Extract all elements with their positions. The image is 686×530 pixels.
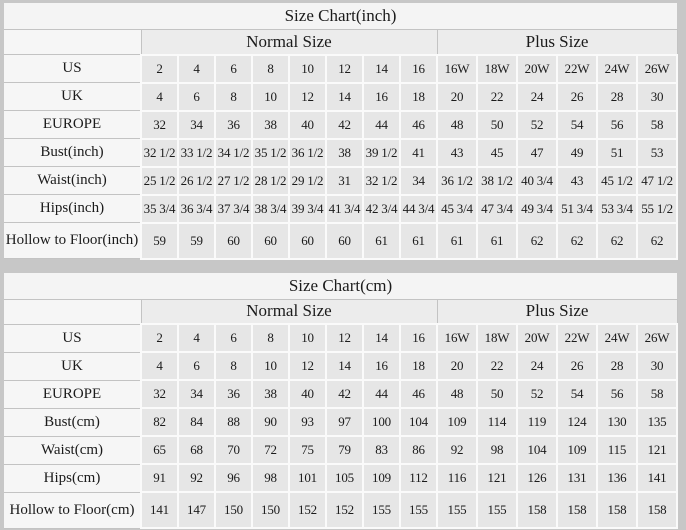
size-cell: 16 <box>400 324 437 352</box>
size-cell: 22W <box>557 55 597 83</box>
size-cell: 8 <box>215 83 252 111</box>
size-cell: 158 <box>557 492 597 528</box>
row-label: Waist(cm) <box>4 436 141 464</box>
size-cell: 43 <box>437 139 477 167</box>
size-cell: 16W <box>437 324 477 352</box>
size-cell: 16 <box>363 83 400 111</box>
size-cell: 45 <box>477 139 517 167</box>
size-cell: 90 <box>252 408 289 436</box>
table-row <box>4 83 677 111</box>
size-cell: 50 <box>477 111 517 139</box>
group-header-plus-size: Plus Size <box>437 30 677 55</box>
size-cell: 8 <box>252 55 289 83</box>
size-cell: 92 <box>178 464 215 492</box>
corner-cell <box>4 299 141 324</box>
size-cell: 48 <box>437 111 477 139</box>
size-cell: 8 <box>252 324 289 352</box>
size-cell: 36 1/2 <box>289 139 326 167</box>
size-cell: 91 <box>141 464 178 492</box>
size-cell: 38 1/2 <box>477 167 517 195</box>
size-cell: 96 <box>215 464 252 492</box>
group-header-row <box>4 299 677 324</box>
size-cell: 32 1/2 <box>363 167 400 195</box>
size-cell: 39 3/4 <box>289 195 326 223</box>
row-label: Hips(inch) <box>4 195 141 223</box>
row-label: Bust(cm) <box>4 408 141 436</box>
size-cell: 124 <box>557 408 597 436</box>
size-cell: 10 <box>289 55 326 83</box>
size-cell: 158 <box>597 492 637 528</box>
size-cell: 131 <box>557 464 597 492</box>
size-cell: 56 <box>597 380 637 408</box>
size-cell: 97 <box>326 408 363 436</box>
size-cell: 49 3/4 <box>517 195 557 223</box>
row-label: UK <box>4 83 141 111</box>
size-cell: 22 <box>477 352 517 380</box>
size-cell: 10 <box>252 352 289 380</box>
size-cell: 24 <box>517 352 557 380</box>
size-cell: 27 1/2 <box>215 167 252 195</box>
size-cell: 155 <box>400 492 437 528</box>
size-cell: 62 <box>637 223 677 259</box>
group-header-row <box>4 30 677 55</box>
size-cell: 6 <box>215 55 252 83</box>
table-row <box>4 167 677 195</box>
row-label: Hollow to Floor(cm) <box>4 492 141 528</box>
size-cell: 62 <box>597 223 637 259</box>
size-cell: 52 <box>517 111 557 139</box>
size-cell: 32 <box>141 380 178 408</box>
size-cell: 20 <box>437 83 477 111</box>
size-cell: 36 3/4 <box>178 195 215 223</box>
size-cell: 92 <box>437 436 477 464</box>
size-cell: 31 <box>326 167 363 195</box>
size-cell: 51 3/4 <box>557 195 597 223</box>
size-chart-cm-body <box>4 273 677 529</box>
size-cell: 47 <box>517 139 557 167</box>
size-cell: 24 <box>517 83 557 111</box>
size-cell: 70 <box>215 436 252 464</box>
size-cell: 12 <box>289 83 326 111</box>
size-cell: 46 <box>400 380 437 408</box>
size-chart-cm-table <box>4 273 678 530</box>
size-cell: 49 <box>557 139 597 167</box>
size-cell: 26 <box>557 352 597 380</box>
size-cell: 61 <box>437 223 477 259</box>
table-row <box>4 380 677 408</box>
size-cell: 58 <box>637 380 677 408</box>
size-cell: 65 <box>141 436 178 464</box>
size-cell: 18W <box>477 55 517 83</box>
size-cell: 100 <box>363 408 400 436</box>
size-cell: 158 <box>517 492 557 528</box>
size-cell: 101 <box>289 464 326 492</box>
size-cell: 42 3/4 <box>363 195 400 223</box>
size-cell: 155 <box>477 492 517 528</box>
table-row <box>4 352 677 380</box>
size-cell: 24W <box>597 55 637 83</box>
size-cell: 119 <box>517 408 557 436</box>
size-cell: 56 <box>597 111 637 139</box>
size-cell: 25 1/2 <box>141 167 178 195</box>
row-label: Bust(inch) <box>4 139 141 167</box>
size-cell: 14 <box>326 83 363 111</box>
size-cell: 18 <box>400 352 437 380</box>
size-cell: 50 <box>477 380 517 408</box>
table-row <box>4 436 677 464</box>
size-cell: 32 <box>141 111 178 139</box>
size-cell: 6 <box>178 83 215 111</box>
size-cell: 4 <box>141 352 178 380</box>
size-cell: 34 <box>400 167 437 195</box>
size-cell: 152 <box>326 492 363 528</box>
size-cell: 158 <box>637 492 677 528</box>
size-cell: 58 <box>637 111 677 139</box>
size-cell: 52 <box>517 380 557 408</box>
size-cell: 40 <box>289 380 326 408</box>
size-cell: 150 <box>215 492 252 528</box>
size-cell: 86 <box>400 436 437 464</box>
size-cell: 136 <box>597 464 637 492</box>
size-cell: 30 <box>637 83 677 111</box>
size-cell: 26W <box>637 55 677 83</box>
size-cell: 155 <box>363 492 400 528</box>
size-cell: 141 <box>141 492 178 528</box>
size-cell: 60 <box>289 223 326 259</box>
size-cell: 16 <box>400 55 437 83</box>
size-cell: 98 <box>477 436 517 464</box>
size-cell: 30 <box>637 352 677 380</box>
size-cell: 155 <box>437 492 477 528</box>
size-cell: 40 <box>289 111 326 139</box>
size-cell: 109 <box>363 464 400 492</box>
size-cell: 44 <box>363 111 400 139</box>
table-row <box>4 408 677 436</box>
row-label: Hollow to Floor(inch) <box>4 223 141 259</box>
size-cell: 54 <box>557 111 597 139</box>
size-cell: 12 <box>326 55 363 83</box>
row-label: US <box>4 324 141 352</box>
size-cell: 44 <box>363 380 400 408</box>
size-cell: 48 <box>437 380 477 408</box>
size-cell: 42 <box>326 111 363 139</box>
size-cell: 46 <box>400 111 437 139</box>
size-cell: 51 <box>597 139 637 167</box>
size-cell: 43 <box>557 167 597 195</box>
size-cell: 38 <box>252 111 289 139</box>
size-cell: 6 <box>178 352 215 380</box>
size-cell: 14 <box>363 55 400 83</box>
size-cell: 41 3/4 <box>326 195 363 223</box>
size-cell: 53 3/4 <box>597 195 637 223</box>
size-cell: 10 <box>252 83 289 111</box>
size-cell: 16W <box>437 55 477 83</box>
size-cell: 109 <box>437 408 477 436</box>
corner-cell <box>4 30 141 55</box>
size-cell: 82 <box>141 408 178 436</box>
size-cell: 121 <box>477 464 517 492</box>
size-cell: 36 1/2 <box>437 167 477 195</box>
size-cell: 36 <box>215 380 252 408</box>
size-cell: 2 <box>141 55 178 83</box>
size-cell: 62 <box>557 223 597 259</box>
size-cell: 38 3/4 <box>252 195 289 223</box>
size-cell: 26W <box>637 324 677 352</box>
table-row <box>4 55 677 83</box>
size-cell: 59 <box>141 223 178 259</box>
size-cell: 35 3/4 <box>141 195 178 223</box>
table-row <box>4 111 677 139</box>
size-cell: 55 1/2 <box>637 195 677 223</box>
table-title: Size Chart(cm) <box>4 273 677 300</box>
size-cell: 141 <box>637 464 677 492</box>
group-header-normal-size: Normal Size <box>141 30 437 55</box>
title-row <box>4 3 677 30</box>
size-cell: 135 <box>637 408 677 436</box>
size-cell: 4 <box>178 324 215 352</box>
size-cell: 60 <box>326 223 363 259</box>
size-cell: 115 <box>597 436 637 464</box>
size-cell: 72 <box>252 436 289 464</box>
size-cell: 18W <box>477 324 517 352</box>
size-chart-inch-table <box>4 3 678 260</box>
size-cell: 18 <box>400 83 437 111</box>
size-cell: 10 <box>289 324 326 352</box>
row-label: Waist(inch) <box>4 167 141 195</box>
size-cell: 109 <box>557 436 597 464</box>
size-cell: 59 <box>178 223 215 259</box>
size-cell: 4 <box>178 55 215 83</box>
size-cell: 45 3/4 <box>437 195 477 223</box>
size-cell: 26 1/2 <box>178 167 215 195</box>
size-cell: 33 1/2 <box>178 139 215 167</box>
size-cell: 93 <box>289 408 326 436</box>
size-cell: 116 <box>437 464 477 492</box>
size-cell: 26 <box>557 83 597 111</box>
size-cell: 34 <box>178 111 215 139</box>
size-cell: 44 3/4 <box>400 195 437 223</box>
group-header-normal-size: Normal Size <box>141 299 437 324</box>
table-row <box>4 324 677 352</box>
size-cell: 28 <box>597 352 637 380</box>
table-row <box>4 139 677 167</box>
size-cell: 75 <box>289 436 326 464</box>
size-cell: 29 1/2 <box>289 167 326 195</box>
size-cell: 98 <box>252 464 289 492</box>
table-row <box>4 195 677 223</box>
size-cell: 105 <box>326 464 363 492</box>
row-label: US <box>4 55 141 83</box>
size-cell: 20W <box>517 324 557 352</box>
table-row <box>4 464 677 492</box>
size-cell: 126 <box>517 464 557 492</box>
size-cell: 2 <box>141 324 178 352</box>
size-cell: 4 <box>141 83 178 111</box>
size-cell: 20W <box>517 55 557 83</box>
row-label: Hips(cm) <box>4 464 141 492</box>
size-cell: 60 <box>252 223 289 259</box>
size-cell: 121 <box>637 436 677 464</box>
size-cell: 39 1/2 <box>363 139 400 167</box>
size-cell: 8 <box>215 352 252 380</box>
size-cell: 88 <box>215 408 252 436</box>
size-cell: 38 <box>326 139 363 167</box>
row-label: EUROPE <box>4 380 141 408</box>
size-cell: 16 <box>363 352 400 380</box>
size-cell: 84 <box>178 408 215 436</box>
size-cell: 47 3/4 <box>477 195 517 223</box>
size-cell: 37 3/4 <box>215 195 252 223</box>
size-cell: 147 <box>178 492 215 528</box>
size-cell: 22W <box>557 324 597 352</box>
size-cell: 12 <box>326 324 363 352</box>
size-cell: 14 <box>326 352 363 380</box>
table-title: Size Chart(inch) <box>4 3 677 30</box>
size-cell: 61 <box>400 223 437 259</box>
size-cell: 28 <box>597 83 637 111</box>
group-header-plus-size: Plus Size <box>437 299 677 324</box>
size-cell: 14 <box>363 324 400 352</box>
size-cell: 35 1/2 <box>252 139 289 167</box>
size-cell: 24W <box>597 324 637 352</box>
size-cell: 61 <box>363 223 400 259</box>
table-row <box>4 223 677 259</box>
size-cell: 40 3/4 <box>517 167 557 195</box>
size-cell: 150 <box>252 492 289 528</box>
size-cell: 61 <box>477 223 517 259</box>
size-cell: 34 1/2 <box>215 139 252 167</box>
size-cell: 152 <box>289 492 326 528</box>
size-cell: 34 <box>178 380 215 408</box>
size-cell: 20 <box>437 352 477 380</box>
size-cell: 112 <box>400 464 437 492</box>
size-cell: 41 <box>400 139 437 167</box>
row-label: EUROPE <box>4 111 141 139</box>
size-cell: 130 <box>597 408 637 436</box>
size-cell: 32 1/2 <box>141 139 178 167</box>
size-cell: 47 1/2 <box>637 167 677 195</box>
size-cell: 6 <box>215 324 252 352</box>
size-chart-inch-body <box>4 3 677 259</box>
size-cell: 83 <box>363 436 400 464</box>
size-cell: 36 <box>215 111 252 139</box>
size-cell: 114 <box>477 408 517 436</box>
size-cell: 45 1/2 <box>597 167 637 195</box>
size-cell: 42 <box>326 380 363 408</box>
size-cell: 12 <box>289 352 326 380</box>
size-cell: 62 <box>517 223 557 259</box>
size-cell: 79 <box>326 436 363 464</box>
size-cell: 28 1/2 <box>252 167 289 195</box>
size-cell: 104 <box>517 436 557 464</box>
size-cell: 54 <box>557 380 597 408</box>
size-cell: 38 <box>252 380 289 408</box>
size-cell: 104 <box>400 408 437 436</box>
size-cell: 68 <box>178 436 215 464</box>
size-cell: 53 <box>637 139 677 167</box>
table-row <box>4 492 677 528</box>
row-label: UK <box>4 352 141 380</box>
size-cell: 60 <box>215 223 252 259</box>
title-row <box>4 273 677 300</box>
size-cell: 22 <box>477 83 517 111</box>
